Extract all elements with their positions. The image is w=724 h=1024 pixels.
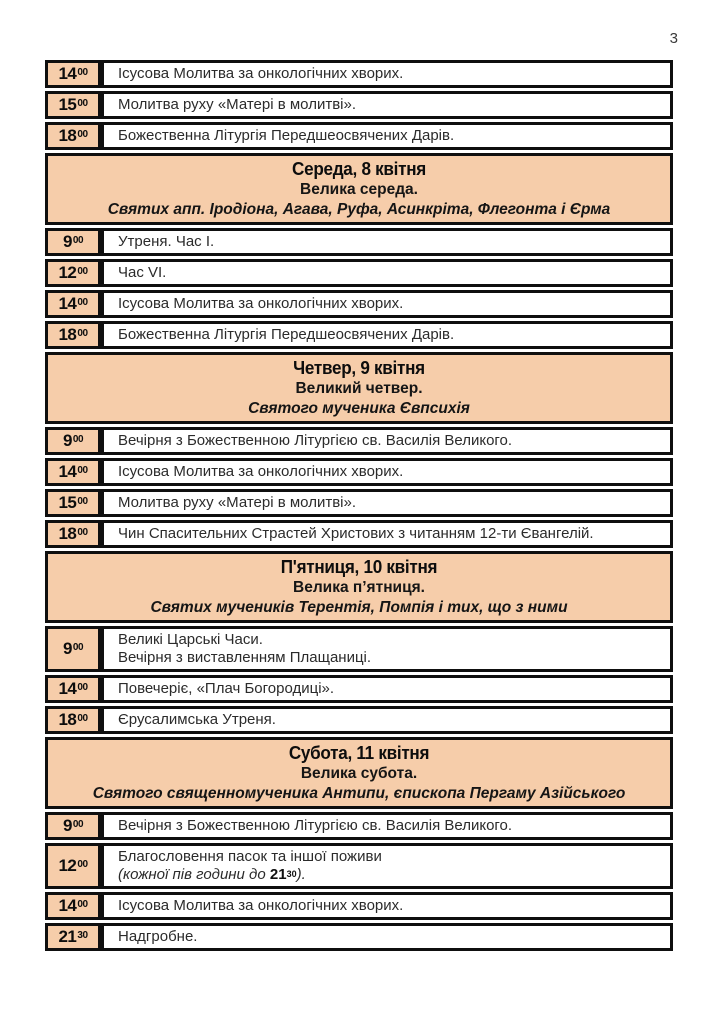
time-cell (45, 321, 101, 349)
event-text-segment: Ісусова Молитва за онкологічних хворих. (118, 897, 404, 914)
day-header-saints: Святого священномученика Антипи, єпископа Пергаму Азійського (92, 785, 626, 802)
event-text (118, 494, 660, 512)
schedule-row (45, 228, 673, 256)
day-header-saints: Святих мучеників Терентія, Помпія і тих, що з ними (150, 599, 568, 616)
time-minutes: 00 (72, 434, 84, 445)
event-text (118, 463, 660, 481)
time-cell (45, 290, 101, 318)
event-text (118, 96, 660, 114)
event-text (118, 817, 660, 835)
event-cell (101, 843, 673, 889)
time-hour: 14 (58, 896, 77, 915)
time-minutes: 00 (77, 328, 88, 339)
event-text-segment: Вечірня з Божественною Літургією св. Василія Великого. (118, 817, 513, 834)
schedule-row (45, 843, 673, 889)
event-text-segment: Благословення пасок та іншої поживи (118, 848, 382, 865)
schedule-row (45, 520, 673, 548)
time-cell (45, 427, 101, 455)
time-cell (45, 60, 101, 88)
schedule-row (45, 626, 673, 672)
event-text-segment: Божественна Літургія Передшеосвячених Дарів. (118, 326, 455, 343)
time-hour: 14 (58, 679, 77, 698)
time-cell (45, 259, 101, 287)
event-text (118, 711, 660, 729)
event-text (118, 233, 660, 251)
time-minutes: 00 (72, 235, 84, 246)
event-text-segment: Молитва руху «Матері в молитві». (118, 494, 357, 511)
event-cell (101, 60, 673, 88)
schedule-row (45, 427, 673, 455)
time-hour: 15 (58, 95, 77, 114)
schedule-row (45, 122, 673, 150)
time-cell (45, 520, 101, 548)
time-minutes: 00 (77, 859, 88, 870)
time-cell (45, 228, 101, 256)
event-cell (101, 91, 673, 119)
event-text-segment: Ісусова Молитва за онкологічних хворих. (118, 65, 404, 82)
day-header-subtitle: Велика п’ятниця. (293, 579, 425, 596)
page-number: 3 (669, 30, 678, 47)
schedule-row (45, 675, 673, 703)
event-text (118, 127, 660, 145)
event-text-segment: Вечірня з виставленням Плащаниці. (118, 649, 372, 666)
time-minutes: 00 (77, 682, 88, 693)
event-text-segment: ). (296, 866, 306, 883)
event-text (118, 326, 660, 344)
event-cell (101, 290, 673, 318)
time-hour: 12 (58, 856, 77, 875)
event-cell (101, 626, 673, 672)
event-cell (101, 228, 673, 256)
event-text-segment: Ісусова Молитва за онкологічних хворих. (118, 295, 404, 312)
day-header-title: П'ятниця, 10 квітня (280, 557, 438, 577)
time-minutes: 00 (77, 297, 88, 308)
event-text-segment: Божественна Літургія Передшеосвячених Дарів. (118, 127, 455, 144)
time-hour: 14 (58, 462, 77, 481)
time-minutes: 00 (77, 129, 88, 140)
event-cell (101, 321, 673, 349)
event-text (118, 848, 660, 866)
event-cell (101, 427, 673, 455)
time-hour: 15 (58, 493, 77, 512)
time-minutes: 30 (77, 930, 88, 941)
event-cell (101, 706, 673, 734)
event-text (118, 525, 660, 543)
event-cell (101, 520, 673, 548)
schedule-row (45, 321, 673, 349)
time-minutes: 00 (77, 527, 88, 538)
day-header-saints: Святих апп. Іродіона, Агава, Руфа, Асинкріта, Флегонта і Єрма (107, 201, 611, 218)
event-text-segment: Молитва руху «Матері в молитві». (118, 96, 357, 113)
schedule-row (45, 91, 673, 119)
time-cell (45, 489, 101, 517)
event-text-segment: Час VI. (118, 264, 167, 281)
day-header (45, 737, 673, 809)
event-text-segment: Вечірня з Божественною Літургією св. Василія Великого. (118, 432, 513, 449)
event-text-segment: (кожної пів години до (118, 866, 270, 883)
time-cell (45, 675, 101, 703)
time-hour: 18 (58, 126, 77, 145)
day-header (45, 153, 673, 225)
time-hour: 18 (58, 325, 77, 344)
event-text (118, 432, 660, 450)
event-text (118, 65, 660, 83)
time-hour: 9 (62, 639, 72, 658)
schedule-row (45, 458, 673, 486)
time-minutes: 00 (77, 465, 88, 476)
day-header-subtitle: Велика середа. (300, 181, 418, 198)
time-hour: 9 (62, 431, 72, 450)
event-text (118, 897, 660, 915)
time-hour: 9 (62, 232, 72, 251)
time-minutes: 00 (72, 642, 84, 653)
time-hour: 14 (58, 294, 77, 313)
time-cell (45, 91, 101, 119)
event-text (118, 264, 660, 282)
event-text-segment: Повечеріє, «Плач Богородиці». (118, 680, 335, 697)
schedule-row (45, 812, 673, 840)
day-header (45, 352, 673, 424)
day-header-title: Середа, 8 квітня (292, 159, 426, 179)
time-minutes: 00 (77, 266, 88, 277)
event-cell (101, 812, 673, 840)
time-cell (45, 892, 101, 920)
time-hour: 21 (58, 927, 77, 946)
time-cell (45, 812, 101, 840)
schedule-row (45, 259, 673, 287)
event-text (118, 631, 660, 649)
time-minutes: 00 (77, 713, 88, 724)
time-cell (45, 706, 101, 734)
event-cell (101, 259, 673, 287)
schedule-row (45, 60, 673, 88)
schedule-row (45, 706, 673, 734)
event-text-segment: Чин Спасительних Страстей Христових з читанням 12-ти Євангелій. (118, 525, 594, 542)
schedule-row (45, 892, 673, 920)
event-cell (101, 458, 673, 486)
event-text-segment: Єрусалимська Утреня. (118, 711, 276, 728)
event-cell (101, 923, 673, 951)
event-text-segment: 21 (269, 866, 287, 883)
time-cell (45, 843, 101, 889)
time-minutes: 00 (72, 819, 84, 830)
time-hour: 14 (58, 64, 77, 83)
day-header (45, 551, 673, 623)
time-hour: 9 (62, 816, 72, 835)
schedule-row (45, 923, 673, 951)
schedule-row (45, 290, 673, 318)
time-cell (45, 923, 101, 951)
day-header-title: Субота, 11 квітня (288, 743, 430, 763)
time-cell (45, 458, 101, 486)
day-header-subtitle: Великий четвер. (295, 380, 423, 397)
schedule-row (45, 489, 673, 517)
time-hour: 18 (58, 524, 77, 543)
event-text (118, 680, 660, 698)
time-minutes: 00 (77, 67, 88, 78)
schedule-table (45, 60, 673, 951)
event-cell (101, 892, 673, 920)
event-text (118, 928, 660, 946)
event-text-segment: Надгробне. (118, 928, 198, 945)
day-header-saints: Святого мученика Євпсихія (248, 400, 470, 417)
event-text-segment: Ісусова Молитва за онкологічних хворих. (118, 463, 404, 480)
time-cell (45, 122, 101, 150)
time-minutes: 00 (77, 899, 88, 910)
day-header-title: Четвер, 9 квітня (293, 358, 425, 378)
time-hour: 18 (58, 710, 77, 729)
time-cell (45, 626, 101, 672)
time-hour: 12 (58, 263, 77, 282)
event-cell (101, 122, 673, 150)
event-text (118, 866, 660, 884)
event-cell (101, 489, 673, 517)
event-text-segment: Великі Царські Часи. (118, 631, 263, 648)
time-minutes: 00 (77, 496, 88, 507)
day-header-subtitle: Велика субота. (300, 765, 418, 782)
time-minutes: 00 (77, 98, 88, 109)
event-text (118, 295, 660, 313)
event-cell (101, 675, 673, 703)
event-text (118, 649, 660, 667)
event-text-segment: 30 (286, 869, 297, 879)
event-text-segment: Утреня. Час І. (118, 233, 215, 250)
